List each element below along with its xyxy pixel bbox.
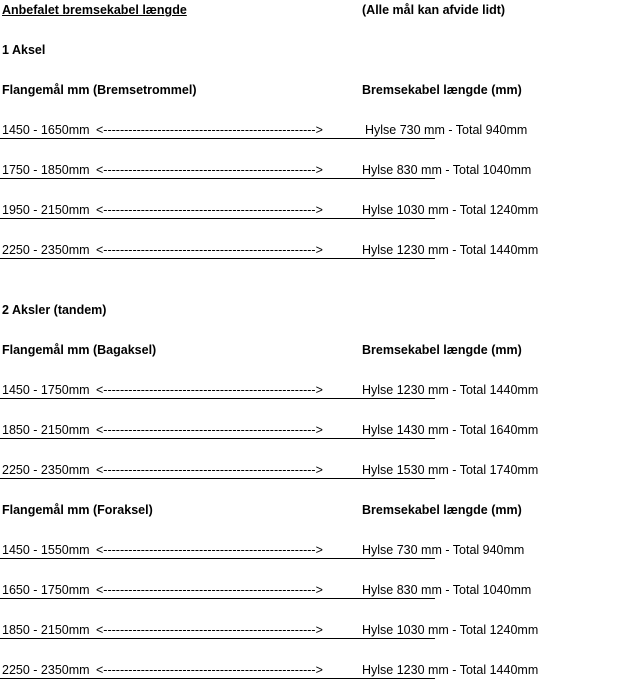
row-range: 1850 - 2150mm bbox=[2, 423, 90, 437]
row-arrow: <---------------------------------------------------> bbox=[96, 623, 323, 637]
row-arrow: <---------------------------------------------------> bbox=[96, 663, 323, 677]
row-range: 1450 - 1650mm bbox=[2, 123, 90, 137]
row-arrow: <---------------------------------------------------> bbox=[96, 203, 323, 217]
row-range: 1950 - 2150mm bbox=[2, 203, 90, 217]
row-arrow: <---------------------------------------------------> bbox=[96, 543, 323, 557]
row-underline bbox=[0, 438, 435, 439]
row-underline bbox=[0, 678, 435, 679]
row-underline bbox=[0, 638, 435, 639]
section-2-heading: 2 Aksler (tandem) bbox=[2, 303, 107, 317]
row-underline bbox=[0, 138, 435, 139]
row-underline bbox=[0, 218, 435, 219]
row-underline bbox=[0, 258, 435, 259]
row-underline bbox=[0, 478, 435, 479]
page-title: Anbefalet bremsekabel længde bbox=[2, 3, 187, 17]
section-1-col-right: Bremsekabel længde (mm) bbox=[362, 83, 522, 97]
row-result: Hylse 1230 mm - Total 1440mm bbox=[362, 243, 539, 257]
row-underline bbox=[0, 398, 435, 399]
row-range: 2250 - 2350mm bbox=[2, 463, 90, 477]
row-result: Hylse 830 mm - Total 1040mm bbox=[362, 163, 532, 177]
row-result: Hylse 1030 mm - Total 1240mm bbox=[362, 623, 539, 637]
row-result: Hylse 730 mm - Total 940mm bbox=[365, 123, 528, 137]
row-arrow: <---------------------------------------------------> bbox=[96, 243, 323, 257]
row-range: 2250 - 2350mm bbox=[2, 663, 90, 677]
row-result: Hylse 1030 mm - Total 1240mm bbox=[362, 203, 539, 217]
row-range: 1850 - 2150mm bbox=[2, 623, 90, 637]
row-range: 1450 - 1550mm bbox=[2, 543, 90, 557]
row-underline bbox=[0, 558, 435, 559]
row-range: 1750 - 1850mm bbox=[2, 163, 90, 177]
rear-axle-col-left: Flangemål mm (Bagaksel) bbox=[2, 343, 157, 357]
row-underline bbox=[0, 178, 435, 179]
row-range: 2250 - 2350mm bbox=[2, 243, 90, 257]
row-range: 1650 - 1750mm bbox=[2, 583, 90, 597]
row-arrow: <---------------------------------------------------> bbox=[96, 163, 323, 177]
row-underline bbox=[0, 598, 435, 599]
row-arrow: <---------------------------------------------------> bbox=[96, 583, 323, 597]
row-arrow: <---------------------------------------------------> bbox=[96, 123, 323, 137]
row-result: Hylse 1530 mm - Total 1740mm bbox=[362, 463, 539, 477]
row-result: Hylse 830 mm - Total 1040mm bbox=[362, 583, 532, 597]
row-arrow: <---------------------------------------------------> bbox=[96, 463, 323, 477]
tolerance-note: (Alle mål kan afvide lidt) bbox=[362, 3, 506, 17]
section-1-heading: 1 Aksel bbox=[2, 43, 46, 57]
front-axle-col-left: Flangemål mm (Foraksel) bbox=[2, 503, 153, 517]
row-arrow: <---------------------------------------------------> bbox=[96, 423, 323, 437]
row-result: Hylse 1230 mm - Total 1440mm bbox=[362, 663, 539, 677]
row-result: Hylse 1430 mm - Total 1640mm bbox=[362, 423, 539, 437]
rear-axle-col-right: Bremsekabel længde (mm) bbox=[362, 343, 522, 357]
row-result: Hylse 730 mm - Total 940mm bbox=[362, 543, 525, 557]
row-arrow: <---------------------------------------------------> bbox=[96, 383, 323, 397]
row-range: 1450 - 1750mm bbox=[2, 383, 90, 397]
front-axle-col-right: Bremsekabel længde (mm) bbox=[362, 503, 522, 517]
section-1-col-left: Flangemål mm (Bremsetrommel) bbox=[2, 83, 197, 97]
row-result: Hylse 1230 mm - Total 1440mm bbox=[362, 383, 539, 397]
